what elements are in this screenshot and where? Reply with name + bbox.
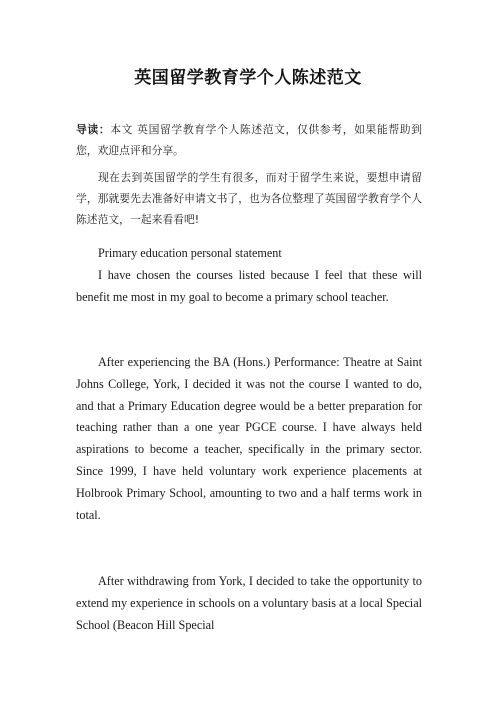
body-paragraph: After experiencing the BA (Hons.) Performance: Theatre at Saint Johns College, York, I decided it was not the course I wanted to do, and that a Primary Education degree would be a better preparation for teaching rather than a one year PGCE course. I have always held aspirations to become a teacher, specifically in the primary sector. Since 1999, I have held voluntary work experience placements at Holbrook Primary School, amounting to two and a half terms work in total. bbox=[76, 355, 422, 522]
english-heading: Primary education personal statement bbox=[98, 246, 282, 260]
guide-text: 本文 英国留学教育学个人陈述范文，仅供参考，如果能帮助到您，欢迎点评和分享。 bbox=[76, 123, 423, 157]
guide-paragraph bbox=[76, 119, 422, 161]
body-paragraph: I have chosen the courses listed because I feel that these will benefit me most in my goal to become a primary school teacher. bbox=[76, 268, 422, 304]
document-title: 英国留学教育学个人陈述范文 bbox=[134, 68, 362, 88]
intro-paragraph: 现在去到英国留学的学生有很多，而对于留学生来说，要想申请留学，那就要先去准备好申请文书了，也为各位整理了英国留学教育学个人陈述范文，一起来看看吧! bbox=[76, 171, 422, 226]
body-paragraph: After withdrawing from York, I decided to take the opportunity to extend my experience in schools on a voluntary basis at a local Special School (Beacon Hill Special bbox=[76, 574, 422, 632]
guide-label: 导读： bbox=[76, 123, 111, 136]
